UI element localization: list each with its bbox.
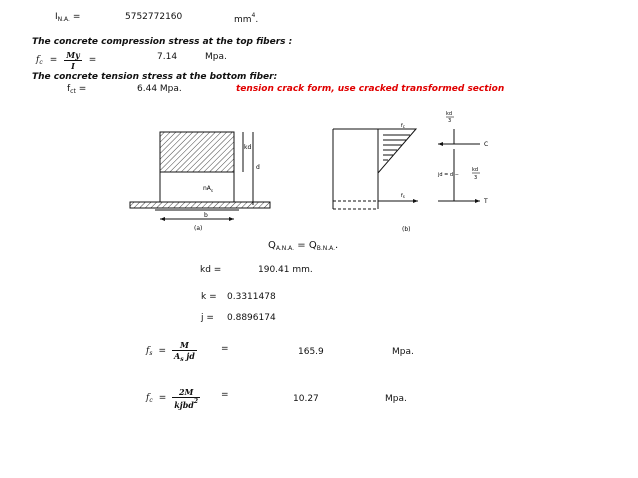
fct-value: 6.44 Mpa. (137, 84, 182, 94)
j-result-value: 0.8896174 (227, 313, 276, 323)
fs-formula (146, 338, 197, 364)
steel-arrowhead (413, 199, 418, 203)
fs-value: 165.9 (298, 347, 324, 357)
caption-a: (a) (194, 225, 203, 232)
fct-line (67, 84, 86, 95)
fs-den-text: A (173, 350, 181, 361)
figure-a (125, 126, 275, 236)
fc2-num: 2M (172, 387, 200, 398)
d-label: d (256, 164, 260, 171)
ina-unit-sup: 4 (251, 12, 256, 19)
fc2-den-sup: 2 (193, 397, 199, 405)
figure-b (328, 105, 503, 235)
kd-result-value: 190.41 mm. (258, 265, 313, 275)
fs-num: M (172, 340, 197, 351)
fs-den (172, 351, 197, 363)
k-result-label: k = (201, 292, 217, 302)
fs-den-sub: s (180, 355, 184, 363)
fc-symbol: f (36, 54, 40, 65)
q-equation (268, 240, 338, 252)
fc-unit: Mpa. (205, 52, 227, 62)
compression-heading: The concrete compression stress at the top fibers : (32, 37, 293, 47)
fc2-sub: c (149, 396, 153, 404)
fs-stress-text: f (401, 193, 403, 199)
nas-label (203, 185, 213, 193)
ina-unit-text: mm (234, 15, 252, 25)
fct-eq: = (78, 84, 87, 94)
fc-stress-label (401, 123, 405, 129)
fs-den-end: jd (183, 350, 195, 361)
compression-zone (160, 132, 234, 172)
ina-label: I (55, 12, 58, 22)
fc-den: I (71, 60, 75, 71)
fc2-eq: = (158, 393, 167, 403)
fs-sub: s (149, 349, 153, 357)
q-text: Q (268, 240, 276, 251)
kd3-den: 3 (448, 118, 452, 124)
c-label: C (484, 141, 489, 148)
b-arrow-right (229, 217, 234, 221)
ina-unit-end: . (255, 15, 259, 25)
fc-stress-sub: c (402, 124, 405, 129)
ina-unit (234, 12, 258, 25)
fc2-value: 10.27 (293, 394, 319, 404)
ina-sub: N.A. (57, 16, 70, 23)
fc2-den-text: kjbd (174, 399, 194, 410)
t-label: T (484, 198, 488, 205)
tension-note: tension crack form, use cracked transformed section (236, 84, 505, 94)
q-mid: = Q (294, 240, 317, 251)
ina-eq: = (72, 12, 81, 22)
fc2-formula (146, 385, 200, 411)
fc-eq2: = (88, 55, 97, 65)
kd3b-den: 3 (474, 175, 478, 181)
b-label: b (204, 212, 208, 219)
q-sub1: A.N.A. (275, 245, 295, 252)
fc-formula (36, 49, 96, 71)
tension-heading: The concrete tension stress at the bottom fiber: (32, 72, 278, 82)
ina-value: 5752772160 (125, 12, 183, 22)
fc2-eq2: = (221, 390, 229, 400)
fc2-unit: Mpa. (385, 394, 407, 404)
fc2-den (172, 398, 200, 410)
fs-stress-label (401, 193, 405, 199)
jd-label: jd = d − (438, 172, 459, 178)
fct-sub: ct (70, 88, 76, 95)
j-result-label: j = (201, 313, 214, 323)
b-arrow-left (160, 217, 165, 221)
fc-value: 7.14 (157, 52, 178, 62)
fc-sub: c (39, 58, 43, 66)
kd3-num: kd (446, 111, 453, 117)
q-sub2: B.N.A. (316, 245, 336, 252)
nas-text: nA (203, 185, 211, 192)
fs-stress-sub: s (402, 194, 405, 199)
fc-stress-text: f (401, 123, 403, 129)
fs-symbol: f (146, 345, 150, 356)
fc-num: My (66, 49, 80, 60)
q-end: . (335, 240, 339, 251)
k-result-value: 0.3311478 (227, 292, 276, 302)
kd-result-label: kd = (200, 265, 222, 275)
c-arrowhead (438, 142, 443, 146)
t-arrowhead (475, 199, 480, 203)
ina-line (55, 12, 80, 23)
fs-unit: Mpa. (392, 347, 414, 357)
nas-sub: s (210, 188, 214, 193)
fct-label: f (67, 84, 71, 94)
kd3b-num: kd (472, 167, 479, 173)
fs-eq: = (158, 346, 166, 356)
stress-triangle (378, 129, 416, 173)
fc-eq: = (49, 55, 58, 65)
transformed-steel-area (130, 202, 270, 208)
kd-label: kd (244, 144, 252, 151)
fs-eq2: = (221, 344, 229, 354)
fc2-symbol: f (146, 392, 150, 403)
caption-b: (b) (402, 226, 411, 233)
